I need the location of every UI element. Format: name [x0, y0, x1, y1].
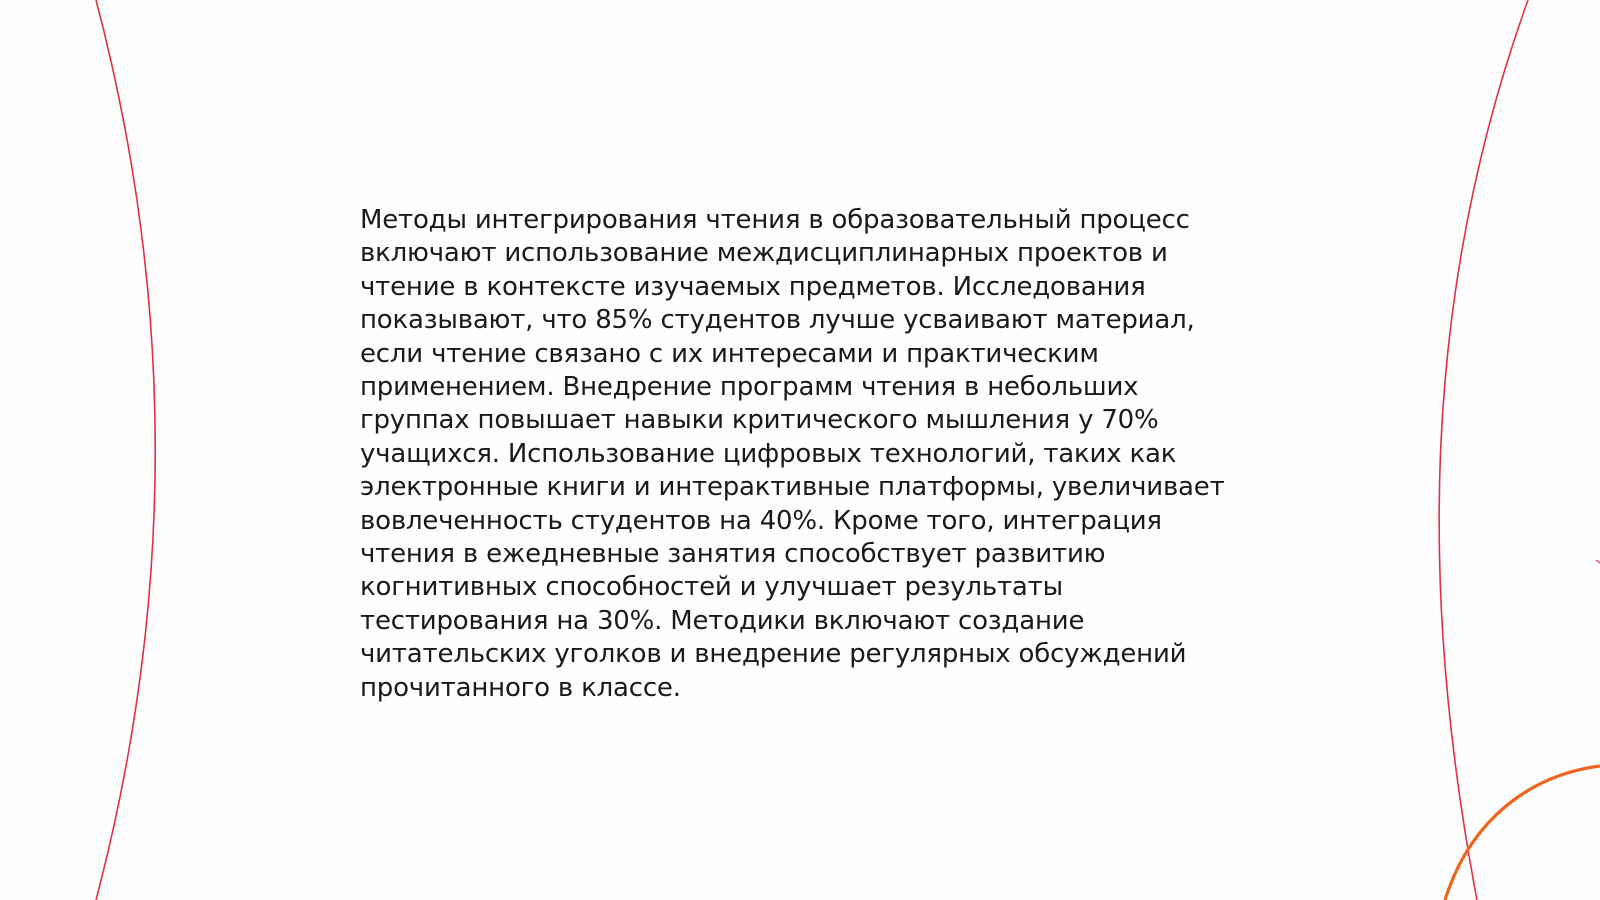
- orange-arc: [1445, 766, 1600, 900]
- right-curve: [1439, 0, 1528, 900]
- body-paragraph: Методы интегрирования чтения в образовательный процесс включают использование междисциплинарных проектов и чтение в контексте изучаемых предметов. Исследования показывают, что 85% студентов лучше усваивают материал, если чтение связано с их интересами и практическим применением. Внедрение программ чтения в небольших группах повышает навыки критического мышления у 70% учащихся. Использование цифровых технологий, таких как электронные книги и интерактивные платформы, увеличивает вовлеченность студентов на 40%. Кроме того, интеграция чтения в ежедневные занятия способствует развитию когнитивных способностей и улучшает результаты тестирования на 30%. Методики включают создание читательских уголков и внедрение регулярных обсуждений прочитанного в классе.: [360, 205, 1225, 703]
- left-curve: [96, 0, 155, 900]
- right-edge-tick: [1596, 560, 1600, 563]
